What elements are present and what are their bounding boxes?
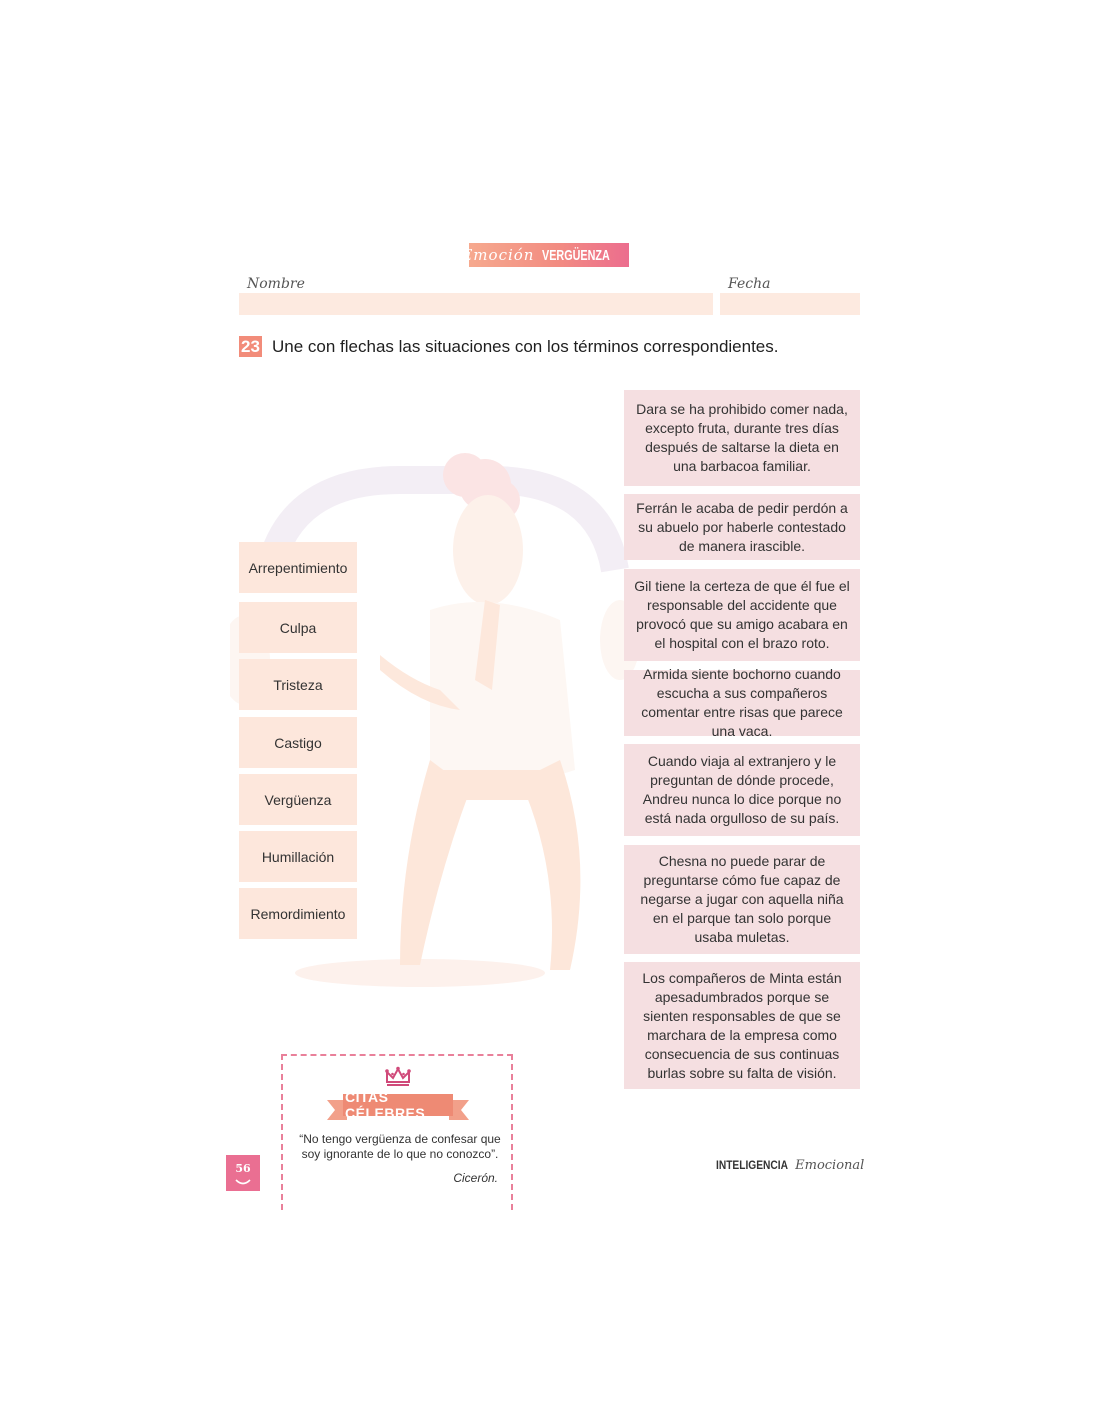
emotion-badge <box>461 243 629 267</box>
exercise-number-badge: 23 <box>239 336 262 357</box>
term-box[interactable]: Arrepentimiento <box>239 542 357 593</box>
quote-text: “No tengo vergüenza de confesar que soy ignorante de lo que no conozco”. <box>299 1132 501 1161</box>
situation-box[interactable]: Cuando viaja al extranjero y le preguntan de dónde procede, Andreu nunca lo dice porque no está nada orgulloso de su país. <box>624 744 860 836</box>
exercise-instruction: Une con flechas las situaciones con los términos correspondientes. <box>272 337 779 356</box>
crown-icon <box>384 1066 412 1088</box>
date-label: Fecha <box>728 276 771 292</box>
emotion-name: VERGÜENZA <box>542 246 611 264</box>
smile-icon <box>234 1178 252 1186</box>
brand-logo <box>716 1156 864 1174</box>
situation-box[interactable]: Los compañeros de Minta están apesadumbrados porque se sienten responsables de que se marchara de la empresa como consecuencia de sus continuas burlas sobre su falta de visión. <box>624 962 860 1089</box>
date-field[interactable] <box>720 293 860 315</box>
term-box[interactable]: Remordimiento <box>239 888 357 939</box>
situation-box[interactable]: Armida siente bochorno cuando escucha a sus compañeros comentar entre risas que parece una vaca. <box>624 670 860 736</box>
brand-caps: INTELIGENCIA <box>716 1158 788 1172</box>
quote-title: CITAS CÉLEBRES <box>345 1089 426 1121</box>
situation-box[interactable]: Chesna no puede parar de preguntarse cómo fue capaz de negarse a jugar con aquella niña en el parque tan solo porque usaba muletas. <box>624 845 860 954</box>
brand-script: Emocional <box>795 1158 865 1173</box>
situation-box[interactable]: Gil tiene la certeza de que él fue el responsable del accidente que provocó que su amigo acabara en el hospital con el brazo roto. <box>624 569 860 661</box>
term-box[interactable]: Vergüenza <box>239 774 357 825</box>
term-box[interactable]: Tristeza <box>239 659 357 710</box>
term-box[interactable]: Culpa <box>239 602 357 653</box>
emotion-label: Emoción <box>461 246 535 264</box>
situation-box[interactable]: Ferrán le acaba de pedir perdón a su abuelo por haberle contestado de manera irascible. <box>624 494 860 560</box>
name-field[interactable] <box>239 293 713 315</box>
quote-author: Cicerón. <box>453 1171 498 1185</box>
term-box[interactable]: Castigo <box>239 717 357 768</box>
name-label: Nombre <box>247 276 305 292</box>
term-box[interactable]: Humillación <box>239 831 357 882</box>
page-number-text: 56 <box>235 1162 251 1175</box>
situation-box[interactable]: Dara se ha prohibido comer nada, excepto fruta, durante tres días después de saltarse la dieta en una barbacoa familiar. <box>624 390 860 486</box>
